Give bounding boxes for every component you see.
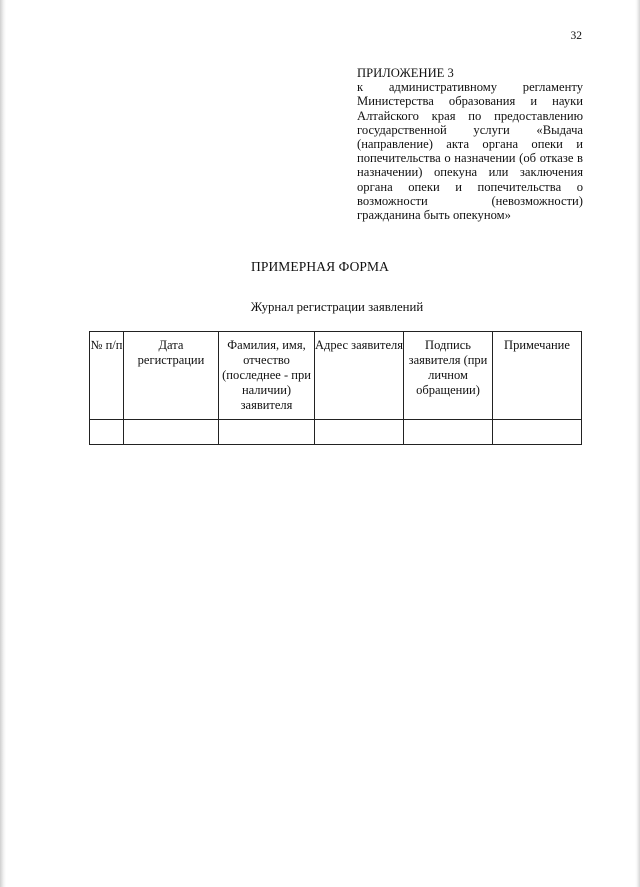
appendix-text: к административному регламенту Министерства образования и науки Алтайского края по предоставлению государственной услуги «Выдача (направление) акта органа опеки и попечительства о назначении (об отказе в назначении) опекуна или заключения органа опеки и попечительства о возможности (невозможности) гражданина быть опекуном» [357, 80, 583, 223]
table-cell [404, 420, 493, 445]
page-number: 32 [570, 30, 582, 42]
registration-journal-table [89, 331, 582, 445]
table-cell [315, 420, 404, 445]
table-cell [124, 420, 219, 445]
journal-title: Журнал регистрации заявлений [250, 300, 424, 314]
table-row [90, 420, 582, 445]
scan-edge-right [635, 0, 640, 887]
header-applicant-signature: Подпись заявителя (при личном обращении) [404, 332, 493, 420]
form-title: ПРИМЕРНАЯ ФОРМА [251, 259, 389, 274]
header-applicant-address: Адрес заявителя [315, 332, 404, 420]
table-cell [219, 420, 315, 445]
table-header-row [90, 332, 582, 420]
appendix-title: ПРИЛОЖЕНИЕ 3 [357, 66, 454, 80]
table-cell [90, 420, 124, 445]
header-number: № п/п [90, 332, 124, 420]
header-note: Примечание [493, 332, 582, 420]
header-applicant-name: Фамилия, имя, отчество (последнее - при наличии) заявителя [219, 332, 315, 420]
appendix-block [357, 66, 583, 222]
table-cell [493, 420, 582, 445]
header-registration-date: Дата регистрации [124, 332, 219, 420]
scan-edge-left [0, 0, 6, 887]
